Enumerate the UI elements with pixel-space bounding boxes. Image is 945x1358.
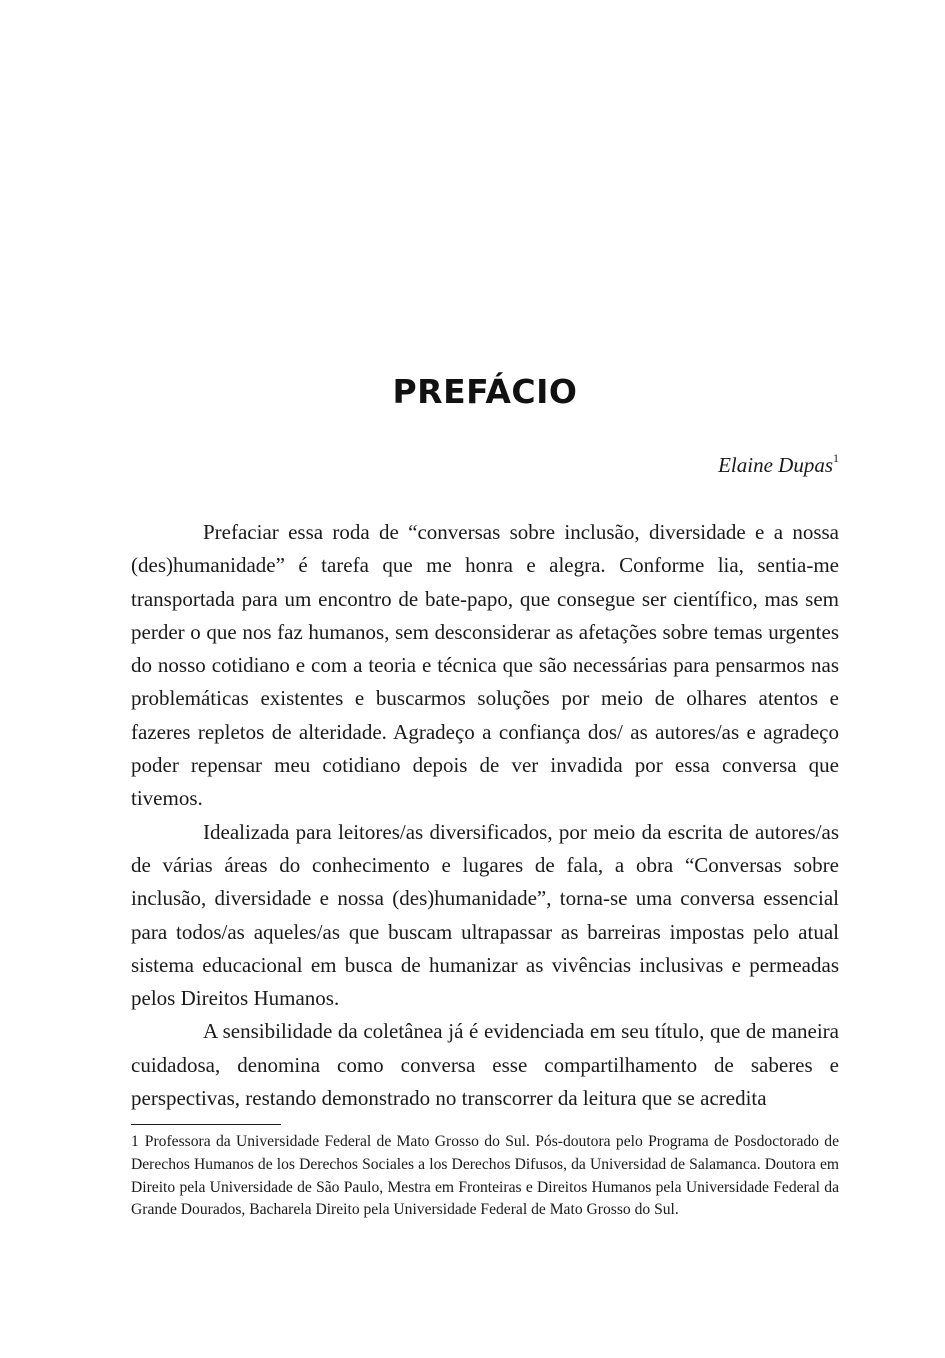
- paragraph-2: Idealizada para leitores/as diversificados, por meio da escrita de autores/as de várias áreas do conhecimento e lugares de fala, a obra “Conversas sobre inclusão, diversidade e nossa (des)humanidade”, torna-se uma conversa essencial para todos/as aqueles/as que buscam ultrapassar as barreiras impostas pelo atual sistema educacional em busca de humanizar as vivências inclusivas e permeadas pelos Direitos Humanos.: [131, 819, 839, 1011]
- footnote-number: 1: [131, 1133, 139, 1150]
- author-line: [718, 453, 839, 478]
- footnote-divider: [131, 1124, 281, 1125]
- author-name: Elaine Dupas: [718, 453, 833, 477]
- paragraph-3: A sensibilidade da coletânea já é evidenciada em seu título, que de maneira cuidadosa, denomina como conversa esse compartilhamento de saberes e perspectivas, restando demonstrado no transcorrer da leitura que se acredita: [131, 1019, 839, 1111]
- author-footnote-ref: 1: [833, 451, 839, 465]
- footnote: [131, 1131, 839, 1222]
- page-title: PREFÁCIO: [392, 372, 578, 411]
- body-text: [131, 516, 839, 1115]
- paragraph-1: Prefaciar essa roda de “conversas sobre inclusão, diversidade e a nossa (des)humanidade” é tarefa que me honra e alegra. Conforme lia, sentia-me transportada para um encontro de bate-papo, que consegue ser científico, mas sem perder o que nos faz humanos, sem desconsiderar as afetações sobre temas urgentes do nosso cotidiano e com a teoria e técnica que são necessárias para pensarmos nas problemáticas existentes e buscarmos soluções por meio de olhares atentos e fazeres repletos de alteridade. Agradeço a confiança dos/ as autores/as e agradeço poder repensar meu cotidiano depois de ver invadida por essa conversa que tivemos.: [131, 520, 839, 811]
- document-page: [131, 0, 839, 1358]
- footnote-text: Professora da Universidade Federal de Mato Grosso do Sul. Pós-doutora pelo Programa de Posdoctorado de Derechos Humanos de los Derechos Sociales a los Derechos Difusos, da Universidad de Salamanca. Doutora em Direito pela Universidade de São Paulo, Mestra em Fronteiras e Direitos Humanos pela Universidade Federal da Grande Dourados, Bacharela Direito pela Universidade Federal de Mato Grosso do Sul.: [131, 1133, 839, 1219]
